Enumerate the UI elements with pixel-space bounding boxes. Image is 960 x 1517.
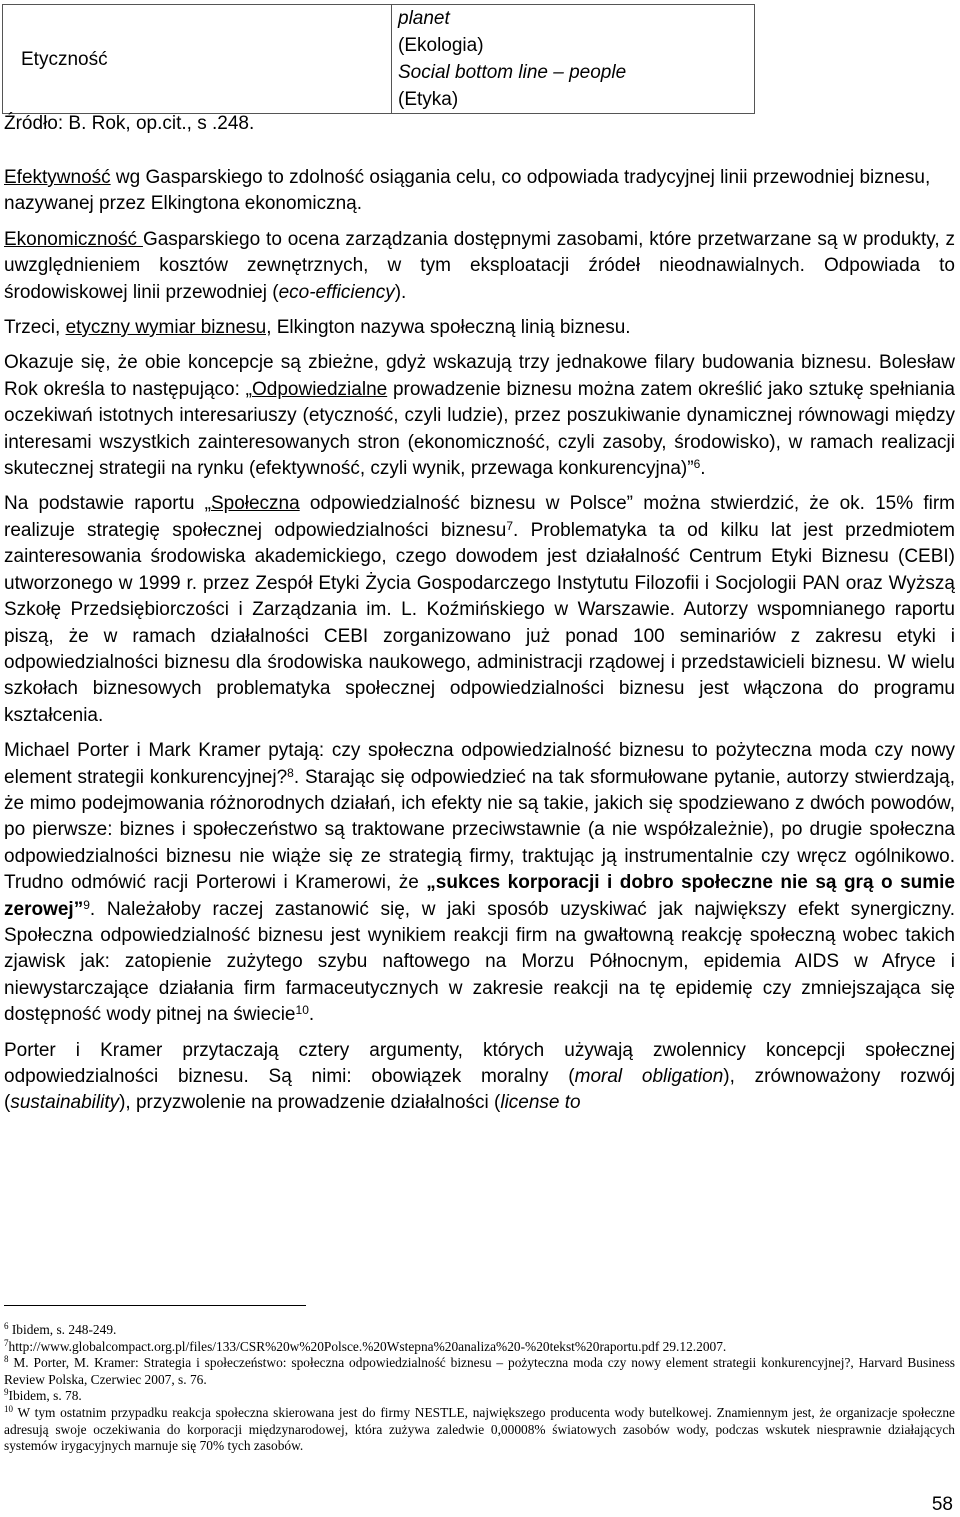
paragraph-koncepcje: Okazuje się, że obie koncepcje są zbieżne, gdyż wskazują trzy jednakowe filary budowania biznesu. Bolesław Rok określa to następująco: „Odpowiedzialne prowadzenie biznesu można zatem określić jako sztukę spełniania oczekiwań istotnych interesariuszy (etyczność, czyli ludzie), przez poszukiwanie dynamicznej równowagi między interesami wszystkich zainteresowanych stron (ekonomiczność, czyli zasoby, środowisko), w ramach realizacji skutecznej strategii na rynku (efektywność, czyli wynik, przewaga konkurencyjna)”$^6$.	[4, 352, 955, 480]
page-number: 58	[931, 1494, 953, 1515]
table-cell-lines	[392, 5, 755, 114]
paragraph-ekonomicznosc: Ekonomiczność Gasparskiego to ocena zarządzania dostępnymi zasobami, które przetwarzane są w produkty, z uwzględnieniem kosztów zewnętrznych, w tym eksploatacji źródeł nieodnawialnych. Odpowiada to środowiskowej linii przewodniej (eco-efficiency).	[4, 228, 955, 303]
footnote-separator	[4, 1305, 306, 1306]
footnote-8: $^8$ M. Porter, M. Kramer: Strategia i społeczeństwo: społeczna odpowiedzialność biznesu – pożyteczna moda czy nowy element strategii konkurencyjnej?, Harvard Business Review Polska, Czerwiec 2007, s. 76.	[4, 1354, 955, 1387]
footnotes	[4, 1322, 955, 1455]
ethics-table	[2, 4, 755, 114]
table-ethics-label: Etyczność	[21, 48, 108, 70]
footnote-9: $^9$Ibidem, s. 78.	[4, 1387, 82, 1404]
table-line-ekologia: (Ekologia)	[398, 35, 484, 56]
paragraph-etyczny: Trzeci, etyczny wymiar biznesu, Elkington nazywa społeczną linią biznesu.	[4, 317, 631, 339]
table-line-planet: planet	[398, 8, 450, 29]
paragraph-argumenty: Porter i Kramer przytaczają cztery argumenty, których używają zwolennicy koncepcji społecznej odpowiedzialności biznesu. Są nimi: obowiązek moralny (moral obligation), zrównoważony rozwój (sustainability), przyzwolenie na prowadzenie działalności (license to	[4, 1039, 955, 1114]
footnote-ref-7: 7	[506, 518, 513, 533]
table-cell-ethics	[3, 5, 392, 114]
footnote-7[interactable]: $^7$http://www.globalcompact.org.pl/files/133/CSR%20w%20Polsce.%20Wstepna%20analiza%20-%20tekst%20raportu.pdf 29.12.2007.	[4, 1337, 727, 1354]
paragraph-efektywnosc: Efektywność wg Gasparskiego to zdolność osiągania celu, co odpowiada tradycyjnej linii przewodniej biznesu, nazywanej przez Elkingtona ekonomiczną.	[4, 167, 931, 215]
footnote-ref-9: 9	[83, 897, 90, 912]
table-line-etyka: (Etyka)	[398, 89, 459, 110]
footnote-10: $^{10}$ W tym ostatnim przypadku reakcja społeczna skierowana jest do firmy NESTLE, największego producenta wody butelkowej. Znamiennym jest, że organizacje społeczne adresują swoje oczekiwania do korporacji międzynarodowej, która zużywa zaledwie 0,00008% światowych zasobów wody, podczas wskutek niesprawnie działających systemów irygacyjnych marnuje się 70% tych zasobów.	[4, 1403, 955, 1454]
table-line-people: Social bottom line – people	[398, 62, 627, 83]
body-text	[4, 165, 955, 1126]
paragraph-raport: Na podstawie raportu „Społeczna odpowiedzialność biznesu w Polsce” można stwierdzić, że ok. 15% firm realizuje strategię społecznej odpowiedzialności biznesu$^7$. Problematyka ta od kilku lat jest przedmiotem zainteresowania środowiska akademickiego, czego dowodem jest działalność Centrum Etyki Biznesu (CEBI) utworzonego w 1999 r. przez Zespół Etyki Życia Gospodarczego Instytutu Filozofii i Socjologii PAN oraz Wyższą Szkołę Przedsiębiorczości i Zarządzania im. L. Koźmińskiego w Warszawie. Autorzy wspomnianego raportu piszą, że w ramach działalności CEBI zorganizowano już ponad 100 seminariów z zakresu etyki i odpowiedzialności biznesu dla środowiska naukowego, administracji rządowej i przedstawicieli biznesu. W wielu szkołach biznesowych problematyka społecznej odpowiedzialności biznesu jest włączona do programu kształcenia.	[4, 493, 955, 726]
table-source: Źródło: B. Rok, op.cit., s .248.	[4, 113, 255, 134]
footnote-6: $^6$ Ibidem, s. 248-249.	[4, 1321, 117, 1337]
footnote-ref-10: 10	[295, 1003, 309, 1018]
paragraph-porter-kramer: Michael Porter i Mark Kramer pytają: czy społeczna odpowiedzialność biznesu to pożyteczna moda czy nowy element strategii konkurencyjnej?$^8$. Starając się odpowiedzieć na tak sformułowane pytanie, autorzy stwierdzają, że mimo podejmowania różnorodnych działań, ich efekty nie są takie, jakich się spodziewano z dwóch powodów, po pierwsze: biznes i społeczeństwo są traktowane przeciwstawnie (a nie współzależnie), po drugie społeczna odpowiedzialności biznesu nie wiąże się ze strategią firmy, traktując ją instrumentalnie czy wręcz ogólnikowo. Trudno odmówić racji Porterowi i Kramerowi, że „sukces korporacji i dobro społeczne nie są grą o sumie zerowej”$^9$. Należałoby raczej zastanowić się, w jaki sposób uzyskiwać jak największy efekt synergiczny. Społeczna odpowiedzialność biznesu jest wynikiem reakcji firm na gwałtowną reakcję społeczną wobec takich zjawisk jak: zatopienie zużytego szybu naftowego na Morzu Północnym, epidemia AIDS w Afryce i niewystarczające działania firm farmaceutycznych w zakresie reakcji na tę epidemię czy zmniejszająca się dostępność wody pitnej na świecie$^{10}$.	[4, 740, 955, 1026]
footnote-ref-6: 6	[693, 457, 701, 472]
footnote-ref-8: 8	[287, 765, 294, 780]
